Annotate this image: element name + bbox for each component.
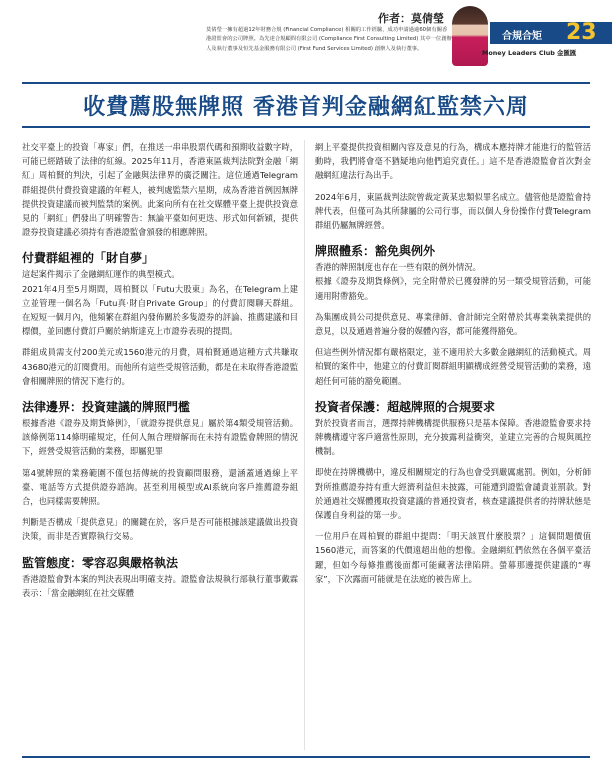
paragraph: 這起案件揭示了金融網紅運作的典型模式。 bbox=[22, 269, 180, 280]
section-heading: 牌照體系：豁免與例外 bbox=[315, 244, 436, 259]
author-photo bbox=[452, 6, 488, 66]
paragraph: 香港證監會對本案的判決表現出明確支持。證監會法規執行部執行董事戴霖表示：「當金融網紅在社交媒體 bbox=[22, 573, 298, 598]
paragraph: 根據《證券及期貨條例》，完全附帶於已獲發牌的另一類受規管活動，可能適用附帶豁免。 bbox=[315, 276, 591, 301]
section-heading: 付費群組裡的「財自夢」 bbox=[22, 251, 155, 266]
page-header bbox=[0, 0, 612, 80]
paragraph: 第4號牌照的業務範圍不僅包括傳統的投資顧問服務，還涵蓋通過線上平臺、電話等方式提供證券諮詢。甚至利用模型或AI系統向客戶推薦證券組合，也同樣需要牌照。 bbox=[22, 467, 298, 507]
author-name: 作者：莫倩瑩 bbox=[378, 12, 444, 25]
left-column bbox=[22, 140, 298, 600]
paragraph: 但這些例外情況都有嚴格限定，並不適用於大多數金融網紅的活動模式。周柏賢的案件中，他建立的付費訂閱群組明顯構成經營受規管活動的業務，遠超任何可能的豁免範圍。 bbox=[315, 347, 591, 386]
paragraph: 即使在持牌機構中，違反相關規定的行為也會受到嚴厲處罰。例如，分析師對所推薦證券持有重大經濟利益但未披露，可能遭到證監會譴責並罰款。對於通過社交媒體獲取投資建議的普通投資者，核查建議提供者的持牌狀態是保護自身利益的第一步。 bbox=[315, 467, 591, 521]
section-heading: 法律邊界：投資建議的牌照門檻 bbox=[22, 400, 191, 415]
paragraph: 網上平臺提供投資相關內容及意見的行為，構成本應持牌才能進行的監管活動時，我們將會毫不猶疑地向他們追究責任。」這不是香港證監會首次對金融網紅違法行為出手。 bbox=[315, 142, 591, 181]
paragraph: 判斷是否構成「提供意見」的關鍵在於，客戶是否可能根據該建議做出投資決策，而非是否實際執行交易。 bbox=[22, 517, 298, 542]
section-licensing-threshold bbox=[22, 399, 298, 544]
intro-paragraph: 社交平臺上的投資「專家」們，在推送一串串股票代碼和預期收益數字時，可能已經踏破了法律的紅線。2025年11月，香港東區裁判法院對金融「網紅」周柏賢的判決，引起了金融與法律界的廣泛關注。這位通過Telegram群組提供付費投資建議的年輕人，被判處監禁六星期，成為香港首例因無牌提供投資建議而被判監禁的案例。此案向所有在社交媒體平臺上提供投資意見的「網紅」們發出了明確警告：無論平臺如何更迭、形式如何新穎，提供證券投資建議必須持有香港證監會頒發的相應牌照。 bbox=[22, 142, 298, 238]
article-title: 收費薦股無牌照 香港首判金融網紅監禁六周 bbox=[22, 82, 590, 128]
author-bio: 莫倩瑩一擁有超過12年財務合規 (Financial Compliance) 相關的工作經驗，成功申請過逾60個有關香港證監會的公司牌照。為先達合規顧問有限公司 (Compliance First Consulting Limited) 其中一位創辦人及執行董事及恒先基金服務有限公司 (First Fund Services Limited) 創辦人及執行董事。 bbox=[206, 27, 452, 52]
paragraph: 一位用戶在周柏賢的群組中提問：「明天該買什麼股票？」這個問題價值1560港元，而答案的代價遠超出他的想像。金融網紅們依然在各個平臺活躍，但如今每條推薦後面都可能藏著法律陷阱。螢幕那邊提供建議的“專家”，下次露面可能就是在法庭的被告席上。 bbox=[315, 531, 591, 584]
page-number: 23 bbox=[566, 20, 597, 45]
paragraph: 2024年6月，東區裁判法院曾裁定黃某忠類似罪名成立。儘管他是證監會持牌代表，但僅可為其所隸屬的公司行事，而以個人身份操作付費Telegram群組仍屬無牌經營。 bbox=[315, 191, 591, 231]
section-heading: 投資者保護：超越牌照的合規要求 bbox=[315, 399, 496, 414]
right-column bbox=[315, 140, 591, 586]
section-heading: 監管態度：零容忍與嚴格執法 bbox=[22, 555, 179, 570]
section-regulatory-stance bbox=[22, 555, 298, 600]
paragraph: 對於投資者而言，選擇持牌機構提供服務只是基本保障。香港證監會要求持牌機構遵守客戶適當性原則，充分披露利益衝突，並建立完善的合規與風控機制。 bbox=[315, 417, 591, 457]
club-name: Money Leaders Club 金匯匯 bbox=[482, 49, 577, 57]
paragraph: 為集團成員公司提供意見、專業律師、會計師完全附帶於其專業執業提供的意見，以及通過普遍分發的媒體內容，都可能獲得豁免。 bbox=[315, 311, 591, 337]
paragraph: 群組成員需支付200美元或1560港元的月費，周柏賢通過這種方式共賺取43680港元的訂閱費用。而他所有這些受規管活動，都是在未取得香港證監會相關牌照的情況下進行的。 bbox=[22, 347, 298, 386]
paragraph: 香港的牌照制度也存在一些有限的例外情況。 bbox=[315, 262, 481, 273]
section-investor-protection bbox=[315, 399, 591, 586]
column-divider bbox=[304, 140, 305, 750]
section-subscription-group bbox=[22, 250, 298, 388]
paragraph: 根據香港《證券及期貨條例》，「就證券提供意見」屬於第4類受規管活動。該條例第114條明確規定，任何人無合理辯解而在未持有證監會牌照的情況下，經營受規管活動的業務，即屬犯罪 bbox=[22, 418, 298, 457]
paragraph: 2021年4月至5月期間，周柏賢以「Futu大股東」為名，在Telegram上建立並管理一個名為「Futu真·財自Private Group」的付費訂閱聊天群組。在短短一個月內，他頻繁在群組內發佈關於多隻證券的評論、推薦建議和目標價，並回應付費訂戶關於納斯達克上市證券表現的提問。 bbox=[22, 283, 298, 337]
column-name: 合規合矩 bbox=[502, 31, 542, 42]
section-exemptions bbox=[315, 243, 591, 388]
bottom-rule bbox=[22, 756, 590, 758]
